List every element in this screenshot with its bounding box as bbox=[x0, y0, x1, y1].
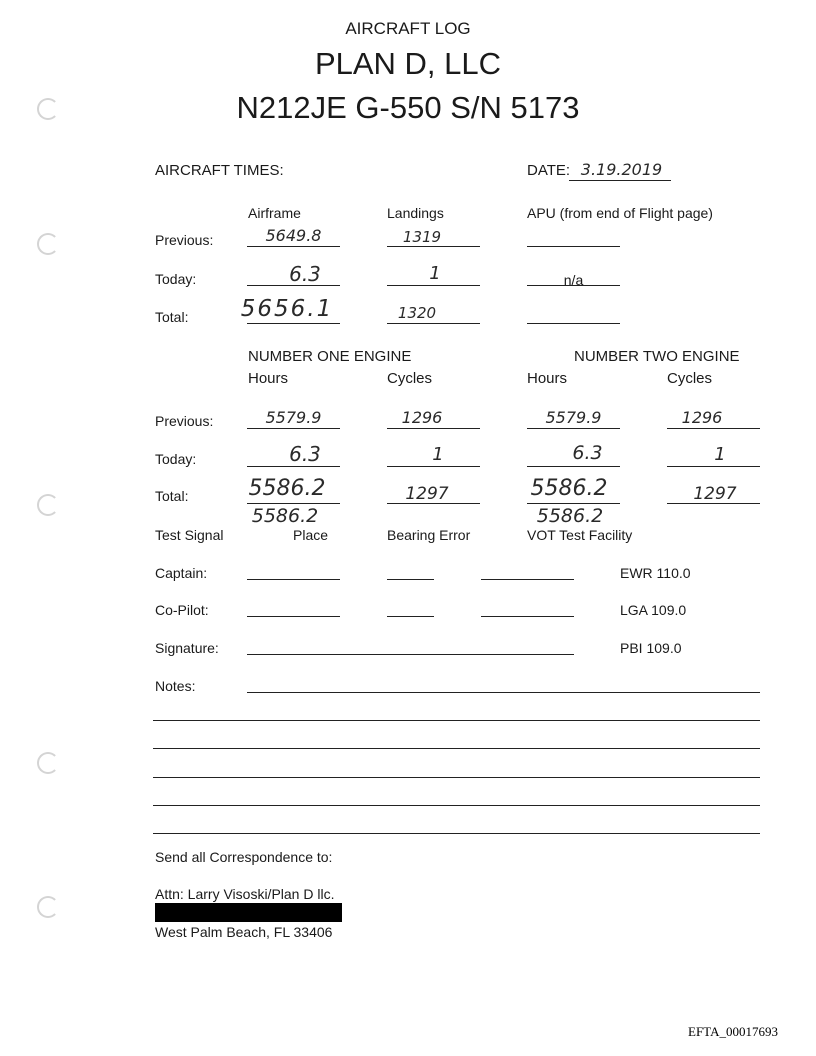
airframe-total-label: Total: bbox=[155, 309, 189, 325]
place-label: Place bbox=[293, 527, 329, 543]
e1-cycles-previous: 1296 bbox=[401, 408, 443, 427]
field-line bbox=[387, 246, 480, 247]
landings-col-header: Landings bbox=[387, 205, 444, 221]
bearing-error-label: Bearing Error bbox=[387, 527, 471, 543]
e1-hours-total-correction: 5586.2 bbox=[251, 505, 319, 527]
binder-hole bbox=[37, 896, 59, 918]
e2-cycles-total: 1297 bbox=[693, 484, 737, 504]
airframe-total: 5656.1 bbox=[240, 296, 334, 322]
copilot-place-line bbox=[247, 616, 340, 617]
engine-two-title: NUMBER TWO ENGINE bbox=[574, 348, 740, 365]
notes-line bbox=[247, 692, 760, 693]
e2-cycles-previous: 1296 bbox=[681, 408, 723, 427]
field-line bbox=[527, 466, 620, 467]
notes-line bbox=[153, 748, 760, 749]
captain-label: Captain: bbox=[155, 565, 208, 581]
date-label: DATE: bbox=[527, 162, 571, 179]
field-line bbox=[247, 466, 340, 467]
engine-previous-label: Previous: bbox=[155, 413, 214, 429]
e2-hours-total-correction: 5586.2 bbox=[536, 505, 604, 527]
correspondence-city: West Palm Beach, FL 33406 bbox=[155, 924, 333, 940]
e1-cycles-total: 1297 bbox=[405, 484, 449, 504]
bates-number: EFTA_00017693 bbox=[688, 1024, 778, 1039]
captain-signal-line bbox=[481, 579, 574, 580]
signature-label: Signature: bbox=[155, 640, 219, 656]
e1-hours-total: 5586.2 bbox=[248, 476, 326, 501]
airframe-previous-label: Previous: bbox=[155, 232, 214, 248]
engine-one-title: NUMBER ONE ENGINE bbox=[248, 348, 412, 365]
landings-previous: 1319 bbox=[402, 228, 442, 246]
field-line bbox=[527, 428, 620, 429]
apu-col-header: APU (from end of Flight page) bbox=[527, 205, 713, 221]
e2-cycles-today: 1 bbox=[714, 444, 726, 465]
field-line bbox=[387, 428, 480, 429]
engine-one-cycles-header: Cycles bbox=[387, 370, 433, 387]
doc-type-heading: AIRCRAFT LOG bbox=[345, 19, 471, 38]
signature-line bbox=[247, 654, 574, 655]
field-line bbox=[247, 323, 340, 324]
binder-hole bbox=[37, 494, 59, 516]
vot-facility-pbi: PBI 109.0 bbox=[620, 640, 682, 656]
redaction-bar bbox=[155, 903, 342, 922]
field-line bbox=[667, 466, 760, 467]
e2-hours-today: 6.3 bbox=[572, 442, 603, 464]
copilot-label: Co-Pilot: bbox=[155, 602, 209, 618]
vot-facility-label: VOT Test Facility bbox=[527, 527, 633, 543]
notes-line bbox=[153, 805, 760, 806]
field-line bbox=[247, 246, 340, 247]
engine-two-hours-header: Hours bbox=[527, 370, 568, 387]
field-line bbox=[387, 466, 480, 467]
e1-cycles-today: 1 bbox=[432, 444, 444, 465]
apu-today: n/a bbox=[563, 272, 584, 288]
airframe-today: 6.3 bbox=[289, 262, 321, 286]
landings-today: 1 bbox=[429, 263, 441, 284]
e1-hours-previous: 5579.9 bbox=[265, 408, 322, 427]
binder-hole bbox=[37, 752, 59, 774]
binder-hole bbox=[37, 233, 59, 255]
field-line bbox=[667, 428, 760, 429]
copilot-bearing-line bbox=[387, 616, 434, 617]
notes-line bbox=[153, 720, 760, 721]
engine-two-cycles-header: Cycles bbox=[667, 370, 713, 387]
field-line bbox=[387, 323, 480, 324]
company-name: PLAN D, LLC bbox=[314, 46, 502, 81]
date-value: 3.19.2019 bbox=[580, 160, 663, 179]
field-line bbox=[247, 503, 340, 504]
notes-label: Notes: bbox=[155, 678, 196, 694]
engine-total-label: Total: bbox=[155, 488, 189, 504]
engine-one-hours-header: Hours bbox=[248, 370, 289, 387]
copilot-signal-line bbox=[481, 616, 574, 617]
notes-line bbox=[153, 777, 760, 778]
engine-today-label: Today: bbox=[155, 451, 197, 467]
airframe-previous: 5649.8 bbox=[265, 226, 322, 245]
field-line bbox=[527, 323, 620, 324]
e2-hours-previous: 5579.9 bbox=[545, 408, 602, 427]
correspondence-heading: Send all Correspondence to: bbox=[155, 849, 333, 865]
landings-total: 1320 bbox=[397, 304, 437, 322]
vot-facility-lga: LGA 109.0 bbox=[620, 602, 687, 618]
field-line bbox=[527, 503, 620, 504]
captain-place-line bbox=[247, 579, 340, 580]
aircraft-id: N212JE G-550 S/N 5173 bbox=[236, 90, 580, 125]
test-signal-label: Test Signal bbox=[155, 527, 224, 543]
captain-bearing-line bbox=[387, 579, 434, 580]
notes-line bbox=[153, 833, 760, 834]
vot-facility-ewr: EWR 110.0 bbox=[620, 565, 691, 581]
aircraft-times-label: AIRCRAFT TIMES: bbox=[155, 162, 284, 179]
correspondence-attn: Attn: Larry Visoski/Plan D llc. bbox=[155, 886, 335, 902]
field-line bbox=[527, 246, 620, 247]
field-line bbox=[387, 285, 480, 286]
e2-hours-total: 5586.2 bbox=[530, 476, 608, 501]
airframe-today-label: Today: bbox=[155, 271, 197, 287]
date-line bbox=[569, 180, 671, 181]
e1-hours-today: 6.3 bbox=[289, 442, 321, 466]
airframe-col-header: Airframe bbox=[248, 205, 301, 221]
field-line bbox=[247, 428, 340, 429]
